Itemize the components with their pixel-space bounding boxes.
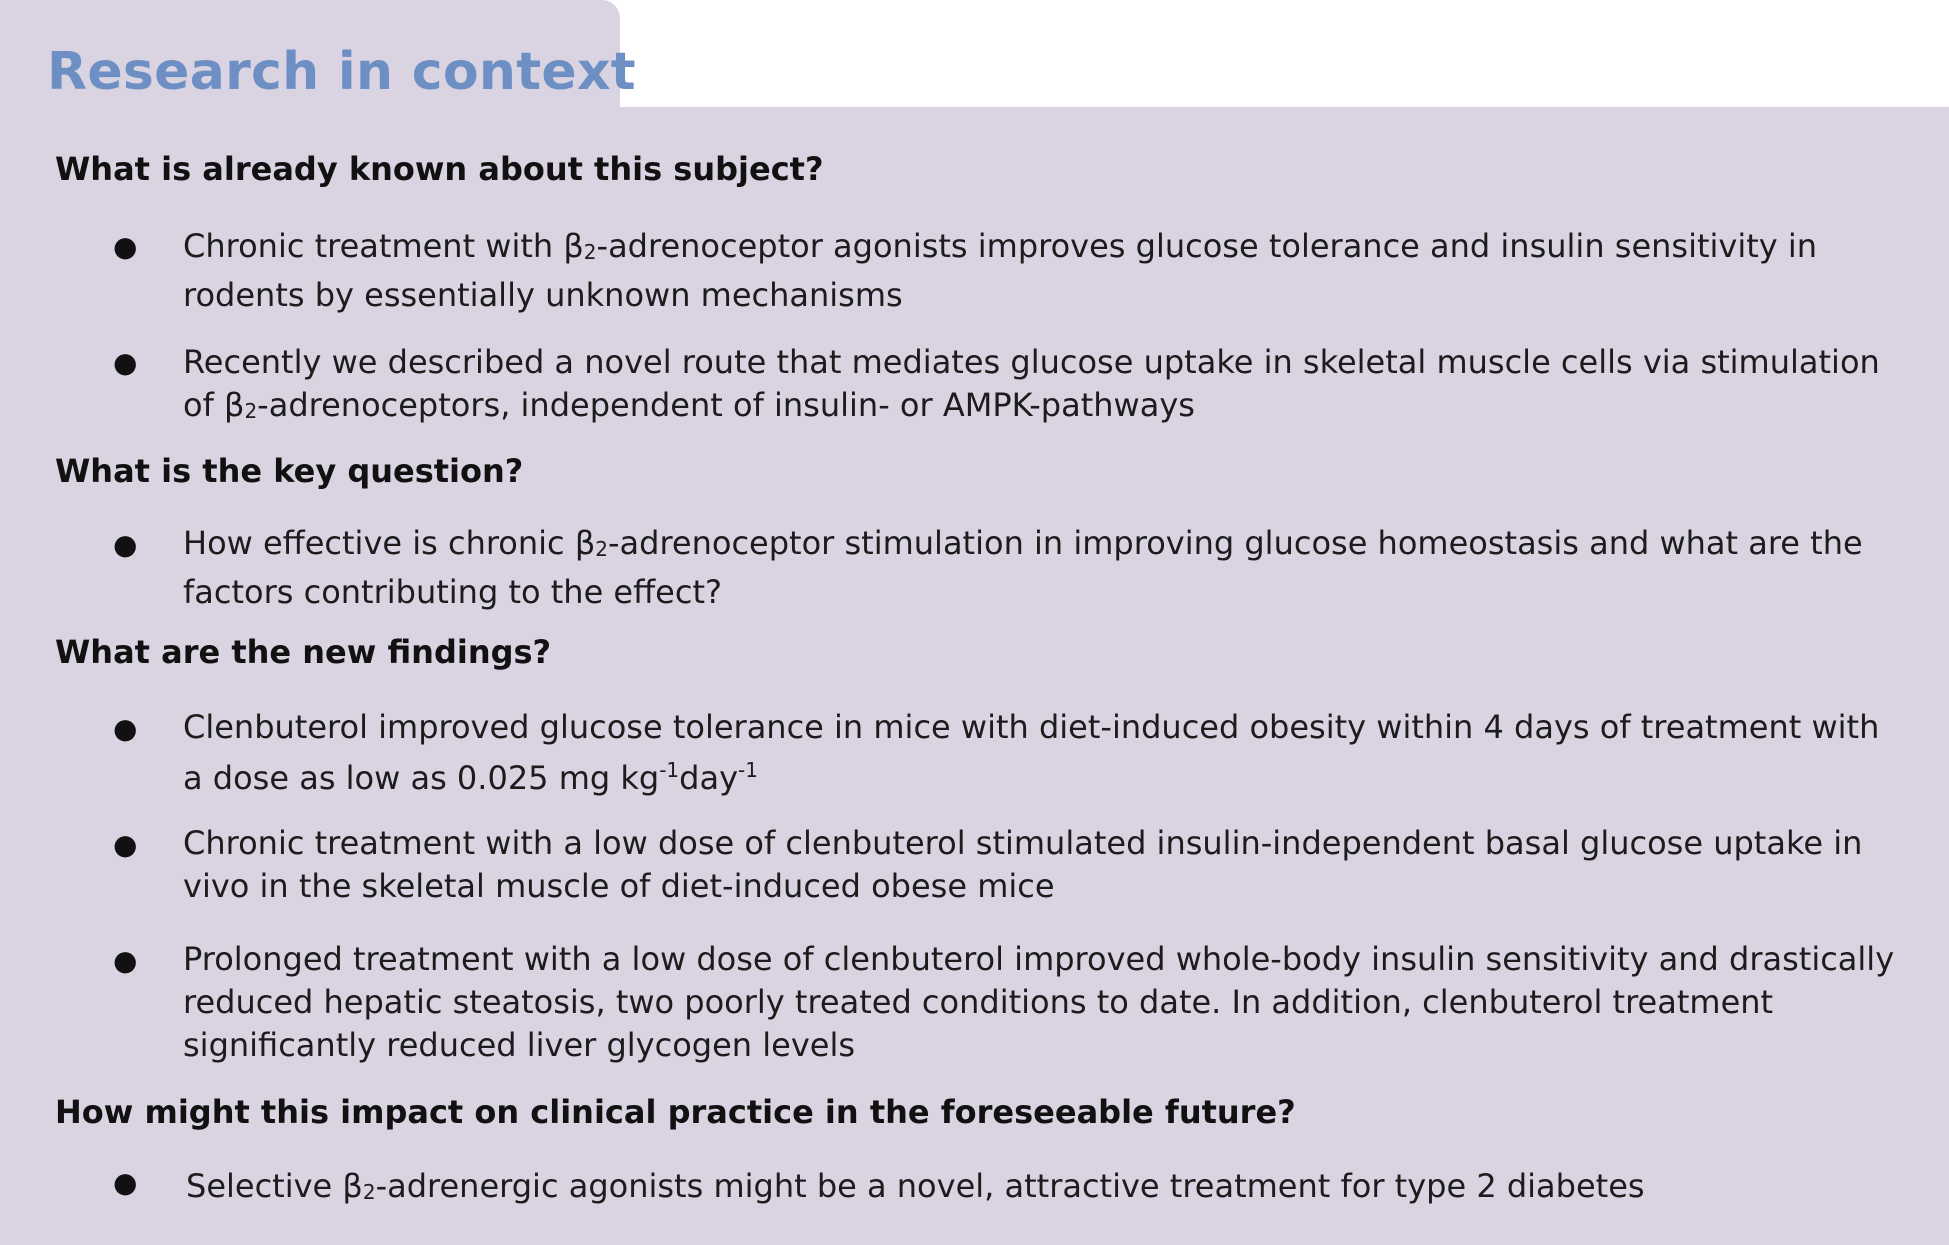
bullet-icon: ● [113,1166,138,1199]
bullet-icon: ● [113,712,138,745]
list-item: Chronic treatment with $\beta_2$-adrenoceptor agonists improves glucose tolerance and insulin sensitivity in rodents by essentially unknown mechanisms [183,227,1818,314]
title-tab [0,0,636,120]
list-item: Selective $\beta_2$-adrenergic agonists might be a novel, attractive treatment for type 2 diabetes [186,1167,1645,1205]
bullet-icon: ● [113,230,138,263]
list-item: How effective is chronic $\beta_2$-adrenoceptor stimulation in improving glucose homeostasis and what are the factors contributing to the effect? [183,524,1863,611]
section-heading-key-question: What is the key question? [55,452,524,490]
list-item: Clenbuterol improved glucose tolerance in mice with diet-induced obesity within 4 days of treatment with a dose as low as 0.025 mg $kg^{-1}day^{-1}$ [183,708,1880,797]
section-heading-new-findings: What are the new findings? [55,633,552,671]
section-heading-clinical-impact: How might this impact on clinical practice in the foreseeable future? [55,1093,1296,1131]
list-item: Prolonged treatment with a low dose of clenbuterol improved whole-body insulin sensitivity and drastically reduced hepatic steatosis, two poorly treated conditions to date. In addition, clenbuterol treatment significantly reduced liver glycogen levels [183,940,1895,1064]
list-item: Recently we described a novel route that mediates glucose uptake in skeletal muscle cells via stimulation of $\beta_2$-adrenoceptors, independent of insulin- or AMPK-pathways [183,343,1880,424]
bullet-icon: ● [113,346,138,379]
section-heading-known: What is already known about this subject? [55,150,824,188]
bullet-icon: ● [113,528,138,561]
page-title: Research in context [47,42,636,102]
list-item: Chronic treatment with a low dose of clenbuterol stimulated insulin-independent basal glucose uptake in vivo in the skeletal muscle of diet-induced obese mice [183,824,1863,905]
bullet-icon: ● [113,828,138,861]
bullet-icon: ● [113,944,138,977]
